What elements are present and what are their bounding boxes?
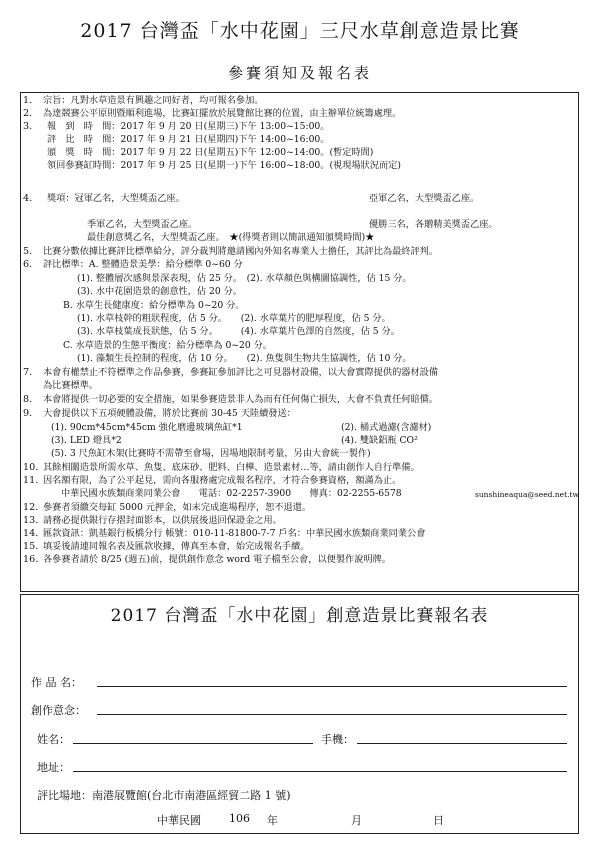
date-month-label: 月 bbox=[351, 814, 362, 827]
rule-number: 14. bbox=[23, 528, 39, 539]
rule-text: 本會有權禁止不符標準之作品參賽，參賽缸參加評比之可見器材設備，以大會實際提供的器材設備 bbox=[43, 367, 439, 378]
rule-text: (1). 藻類生長控制的程度，佔 10 分。 (2). 魚隻與生物共生協調性，佔 10 分。 bbox=[77, 353, 412, 364]
rule-text: 填妥後請連同報名表及匯款收據，傳真至本會，始完成報名手續。 bbox=[43, 541, 310, 552]
equipment-filter: (2). 桶式過濾(含濾材) bbox=[341, 422, 432, 433]
rule-text: 請務必提供銀行存摺封面影本，以供展後退回保證金之用。 bbox=[43, 515, 282, 526]
work-name-label: 作 品 名： bbox=[31, 676, 82, 689]
rule-text: 評 比 時 間：2017 年 9 月 21 日(星期四)下午 14:00~16:00。 bbox=[47, 134, 330, 145]
rule-number: 16. bbox=[23, 554, 39, 565]
rule-text: (3). 水草枝葉成長狀態，佔 5 分。 (4). 水草葉片色澤的自然度，佔 5 分。 bbox=[77, 326, 400, 337]
rule-number: 3. bbox=[23, 121, 33, 132]
venue-text: 評比場地：南港展覽館(台北市南港區經貿二路 1 號) bbox=[37, 789, 291, 802]
rule-text: C. 水草造景的生態平衡度：給分標準為 0~20 分。 bbox=[63, 340, 272, 351]
name-field[interactable] bbox=[73, 731, 313, 744]
form-title: 2017 台灣盃「水中花園」創意造景比賽報名表 bbox=[110, 606, 489, 626]
date-roc: 中華民國 bbox=[157, 814, 201, 827]
rule-text: 頒 獎 時 間：2017 年 9 月 22 日(星期五)下午 12:00~14:00。(暫定時間) bbox=[47, 147, 374, 158]
rule-text: 最佳創意獎乙名，大型獎盃乙座。 ★(得獎者則以簡訊通知頒獎時間)★ bbox=[87, 232, 375, 243]
rule-number: 12. bbox=[23, 502, 39, 513]
rule-text: 宗旨：凡對水草造景有興趣之同好者，均可報名參加。 bbox=[43, 95, 264, 106]
rule-number: 2. bbox=[23, 108, 33, 119]
rule-text: (1). 水草枝幹的粗狀程度，佔 5 分。 (2). 水草葉片的肥厚程度，佔 5 分。 bbox=[77, 313, 391, 324]
rule-text: 因名額有限，為了公平起見，需向各服務處完成報名程序，才符合參賽資格，額滿為止。 bbox=[43, 475, 402, 486]
rule-number: 8. bbox=[23, 394, 33, 405]
concept-label: 創作意念： bbox=[31, 704, 86, 717]
concept-field[interactable] bbox=[97, 702, 567, 715]
rule-text: (5). 3 尺魚缸木架(比賽時不需帶至會場，因場地限制考量，另由大會統一製作) bbox=[51, 448, 371, 459]
rule-number: 13. bbox=[23, 515, 39, 526]
rule-text: 比賽分數依據比賽評比標準給分，評分裁判將邀請國內外知名專業人士擔任，其評比為最終評判。 bbox=[43, 246, 439, 257]
rule-number: 6. bbox=[23, 259, 33, 270]
address-label: 地址： bbox=[37, 761, 70, 774]
rule-number: 4. bbox=[23, 193, 33, 204]
rule-text: 為比賽標準。 bbox=[43, 380, 99, 391]
rule-text: B. 水草生長健康度：給分標準為 0~20 分。 bbox=[63, 300, 245, 311]
rule-number: 10. bbox=[23, 462, 39, 473]
rule-text: 為達競賽公平原則暨順利進場，比賽缸擺放於展覽館比賽的位置，由主辦單位統籌處理。 bbox=[43, 108, 402, 119]
rule-text: 本會將提供一切必要的安全措施，如果參賽造景非人為而有任何傷亡損失，大會不負責任何賠償。 bbox=[43, 394, 439, 405]
phone-label: 手機： bbox=[321, 733, 354, 746]
rule-number: 5. bbox=[23, 246, 33, 257]
rules-box bbox=[20, 92, 579, 592]
page-title: 2017 台灣盃「水中花園」三尺水草創意造景比賽 bbox=[80, 20, 520, 42]
rule-text: (3). 水中花園造景的創意性，佔 20 分。 bbox=[77, 286, 243, 297]
rule-number: 1. bbox=[23, 95, 33, 106]
rule-number: 11. bbox=[23, 475, 39, 486]
date-day-label: 日 bbox=[433, 814, 444, 827]
rule-text: 匯款資訊：凱基銀行板橋分行 帳號：010-11-81800-7-7 戶名：中華民國水族類商業同業公會 bbox=[43, 528, 426, 539]
work-name-field[interactable] bbox=[97, 674, 567, 687]
rule-text: 領回參賽缸時間：2017 年 9 月 25 日(星期一)下午 16:00~18:00。(視現場狀況而定) bbox=[47, 160, 401, 171]
phone-field[interactable] bbox=[357, 731, 567, 744]
rule-text: (3). LED 燈具*2 bbox=[51, 435, 122, 446]
rule-text: (1). 90cm*45cm*45cm 強化磨邊玻璃魚缸*1 bbox=[51, 422, 243, 433]
rule-text: 大會提供以下五項硬體設備，將於比賽前 30-45 天陸續發送： bbox=[43, 408, 296, 419]
name-label: 姓名： bbox=[37, 733, 70, 746]
rule-text: 評比標準：A. 整體造景美學：給分標準 0~60 分 bbox=[43, 259, 243, 270]
rule-text: 報 到 時 間：2017 年 9 月 20 日(星期三)下午 13:00~15:00。 bbox=[47, 121, 330, 132]
address-field[interactable] bbox=[73, 759, 567, 772]
date-year-value: 106 bbox=[229, 812, 250, 825]
rule-text: 季軍乙名，大型獎盃乙座。 bbox=[87, 219, 198, 230]
rule-number: 15. bbox=[23, 541, 39, 552]
rule-text: 中華民國水族類商業同業公會 電話：02-2257-3900 傳真：02-2255-6578 bbox=[61, 488, 402, 499]
equipment-co2: (4). 雙缺鋁瓶 CO² bbox=[341, 435, 418, 446]
rule-number: 7. bbox=[23, 367, 33, 378]
award-merit: 優勝三名，各贈精美獎盃乙座。 bbox=[369, 219, 498, 230]
registration-form bbox=[20, 594, 579, 834]
rule-number: 9. bbox=[23, 408, 33, 419]
contact-email: sunshineaqua@seed.net.tw bbox=[475, 490, 579, 499]
rule-text: 各參賽者請於 8/25 (週五)前，提供創作意念 word 電子檔至公會，以便製作說明牌。 bbox=[43, 554, 391, 565]
rule-text: (1). 整體層次感與景深表現，佔 25 分。 (2). 水草顏色與構圖協調性，佔 15 分。 bbox=[77, 273, 412, 284]
rule-text: 參賽者須繳交每缸 5000 元押金，如未完成進場程序，恕不退還。 bbox=[43, 502, 312, 513]
date-year-label: 年 bbox=[267, 814, 278, 827]
rule-text: 其餘相關造景所需水草、魚隻、底床砂、肥料、白樺、造景素材…等，請由創作人自行準備。 bbox=[43, 462, 420, 473]
page-subtitle: 參賽須知及報名表 bbox=[227, 64, 372, 82]
award-runner-up: 亞軍乙名，大型獎盃乙座。 bbox=[369, 193, 480, 204]
rule-text: 獎項：冠軍乙名，大型獎盃乙座。 bbox=[47, 193, 185, 204]
